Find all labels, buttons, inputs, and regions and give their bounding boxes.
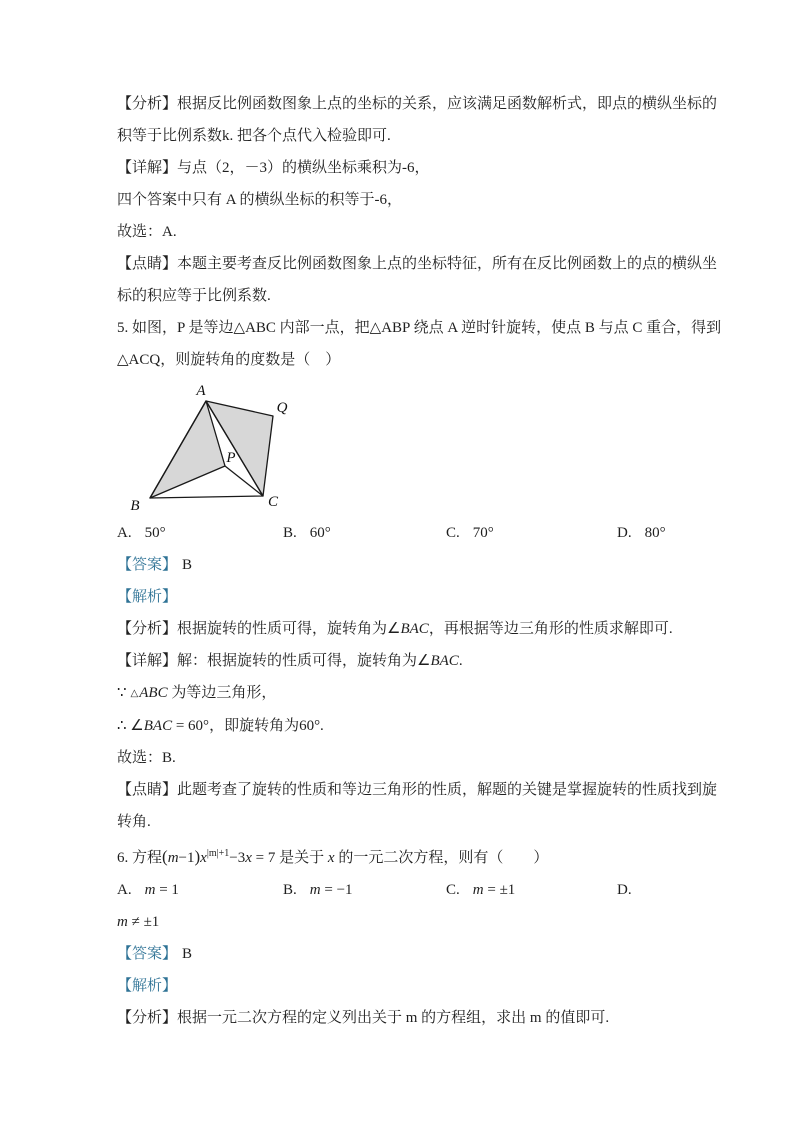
q5-because-line bbox=[117, 677, 683, 710]
because-symbol: ∵ bbox=[117, 685, 127, 701]
option-var: m bbox=[472, 882, 484, 898]
option-letter: D. bbox=[617, 882, 632, 898]
angle-letters: BAC bbox=[430, 653, 459, 669]
equation-text: = 60° bbox=[172, 718, 210, 734]
explain-label: 【解析】 bbox=[117, 978, 178, 994]
q5-answer-line bbox=[117, 549, 683, 581]
q5-stem-line1: 5. 如图，P 是等边△ABC 内部一点，把△ABP 绕点 A 逆时针旋转，使点 B 与点 C 重合，得到 bbox=[117, 320, 722, 336]
option-letter: A. bbox=[117, 882, 132, 898]
option-var: m bbox=[144, 882, 156, 898]
stem-text: 6. 方程 bbox=[117, 850, 163, 866]
q6-option-b bbox=[283, 874, 446, 906]
q5-block bbox=[117, 312, 722, 838]
q6-stem-line bbox=[117, 838, 683, 874]
therefore-symbol: ∴ bbox=[117, 718, 127, 734]
analysis-text: 【分析】根据旋转的性质可得，旋转角为 bbox=[117, 621, 388, 637]
q6-option-d bbox=[617, 874, 683, 906]
stem-text: 的一元二次方程，则有（ ） bbox=[338, 850, 549, 866]
stem-text: 是关于 bbox=[279, 850, 325, 866]
q5-explain-label bbox=[117, 581, 683, 613]
analysis-text: ，再根据等边三角形的性质求解即可. bbox=[428, 621, 673, 637]
var-x: x bbox=[327, 850, 335, 866]
q4-analysis-line2: 积等于比例系数k. 把各个点代入检验即可. bbox=[117, 128, 391, 144]
q6-answer-line bbox=[117, 938, 683, 970]
q5-comment-line1: 【点睛】此题考查了旋转的性质和等边三角形的性质，解题的关键是掌握旋转的性质找到旋 bbox=[117, 782, 718, 798]
option-value: 80° bbox=[644, 525, 666, 541]
detail-text: . bbox=[458, 653, 463, 669]
q5-therefore-line bbox=[117, 710, 683, 742]
triangle-letters: ABC bbox=[139, 685, 168, 701]
angle-letters: BAC bbox=[143, 718, 173, 734]
angle-symbol: ∠ bbox=[387, 621, 401, 637]
option-relation: = ±1 bbox=[483, 882, 516, 898]
minus-3: −3 bbox=[229, 850, 246, 866]
q4-detail-line2: 四个答案中只有 A 的横纵坐标的积等于-6， bbox=[117, 192, 403, 208]
q5-option-a bbox=[117, 517, 283, 549]
q5-option-d bbox=[617, 517, 683, 549]
vertex-label-a: A bbox=[196, 383, 206, 399]
q5-comment-line2: 转角. bbox=[117, 814, 151, 830]
vertex-label-c: C bbox=[267, 494, 279, 510]
q6-explain-label bbox=[117, 970, 683, 1002]
equals-7: = 7 bbox=[251, 850, 280, 866]
q4-analysis-line1: 【分析】根据反比例函数图象上点的坐标的关系，应该满足函数解析式，即点的横纵坐标的 bbox=[117, 96, 718, 112]
option-value: 70° bbox=[472, 525, 494, 541]
q4-solution-block bbox=[117, 88, 718, 312]
vertex-label-p: P bbox=[226, 450, 236, 466]
option-relation: = −1 bbox=[320, 882, 353, 898]
option-var: m bbox=[309, 882, 321, 898]
q5-conclusion: 故选：B. bbox=[117, 750, 176, 766]
minus-one: −1 bbox=[178, 850, 195, 866]
option-letter: D. bbox=[617, 525, 632, 541]
angle-letters: BAC bbox=[400, 621, 429, 637]
triangle-abp-shaded bbox=[150, 401, 225, 498]
q4-detail-line1: 【详解】与点（2，－3）的横纵坐标乘积为-6， bbox=[117, 160, 430, 176]
paren-open: ( bbox=[162, 847, 168, 866]
q5-geometry-figure bbox=[125, 381, 320, 514]
option-letter: C. bbox=[446, 525, 460, 541]
option-relation: ≠ ±1 bbox=[127, 914, 160, 930]
answer-value: B bbox=[182, 557, 193, 573]
vertex-label-b: B bbox=[130, 498, 140, 514]
option-value: 60° bbox=[309, 525, 331, 541]
var-m: m bbox=[167, 850, 179, 866]
var-x: x bbox=[200, 850, 207, 866]
triangle-rotation-diagram bbox=[125, 381, 320, 514]
answer-value: B bbox=[182, 946, 193, 962]
option-letter: C. bbox=[446, 882, 460, 898]
q6-option-d-wrap bbox=[117, 906, 683, 938]
angle-symbol: ∠ bbox=[417, 653, 431, 669]
exponent: |m|+1 bbox=[206, 848, 230, 859]
option-value: 50° bbox=[144, 525, 166, 541]
option-letter: B. bbox=[283, 525, 297, 541]
q5-detail-line bbox=[117, 645, 683, 677]
q6-option-c bbox=[446, 874, 617, 906]
detail-text: 【详解】解：根据旋转的性质可得，旋转角为 bbox=[117, 653, 418, 669]
answer-label: 【答案】 bbox=[117, 557, 178, 573]
answer-label: 【答案】 bbox=[117, 946, 178, 962]
q4-comment-line1: 【点睛】本题主要考查反比例函数图象上点的坐标特征，所有在反比例函数上的点的横纵坐 bbox=[117, 256, 718, 272]
vertex-label-q: Q bbox=[276, 400, 288, 416]
explain-label: 【解析】 bbox=[117, 589, 178, 605]
q5-option-c bbox=[446, 517, 617, 549]
q5-options-row bbox=[117, 517, 683, 549]
option-relation: = 1 bbox=[155, 882, 179, 898]
paren-close: ) bbox=[194, 847, 201, 866]
q6-options-row bbox=[117, 874, 683, 906]
option-var: m bbox=[117, 914, 128, 930]
therefore-text: ，即旋转角为60°. bbox=[209, 718, 324, 734]
q5-option-b bbox=[283, 517, 446, 549]
q5-analysis-line bbox=[117, 613, 683, 645]
angle-symbol: ∠ bbox=[130, 718, 144, 734]
triangle-symbol: △ bbox=[130, 688, 139, 699]
q4-conclusion: 故选：A. bbox=[117, 224, 177, 240]
q6-analysis-line: 【分析】根据一元二次方程的定义列出关于 m 的方程组，求出 m 的值即可. bbox=[117, 1010, 610, 1026]
q5-stem-line2: △ACQ，则旋转角的度数是（ ） bbox=[117, 352, 341, 368]
option-letter: A. bbox=[117, 525, 132, 541]
q4-comment-line2: 标的积应等于比例系数. bbox=[117, 288, 271, 304]
q6-option-a bbox=[117, 874, 283, 906]
option-letter: B. bbox=[283, 882, 297, 898]
q6-block bbox=[117, 838, 683, 1034]
var-x: x bbox=[245, 850, 252, 866]
because-text: 为等边三角形， bbox=[171, 685, 277, 701]
